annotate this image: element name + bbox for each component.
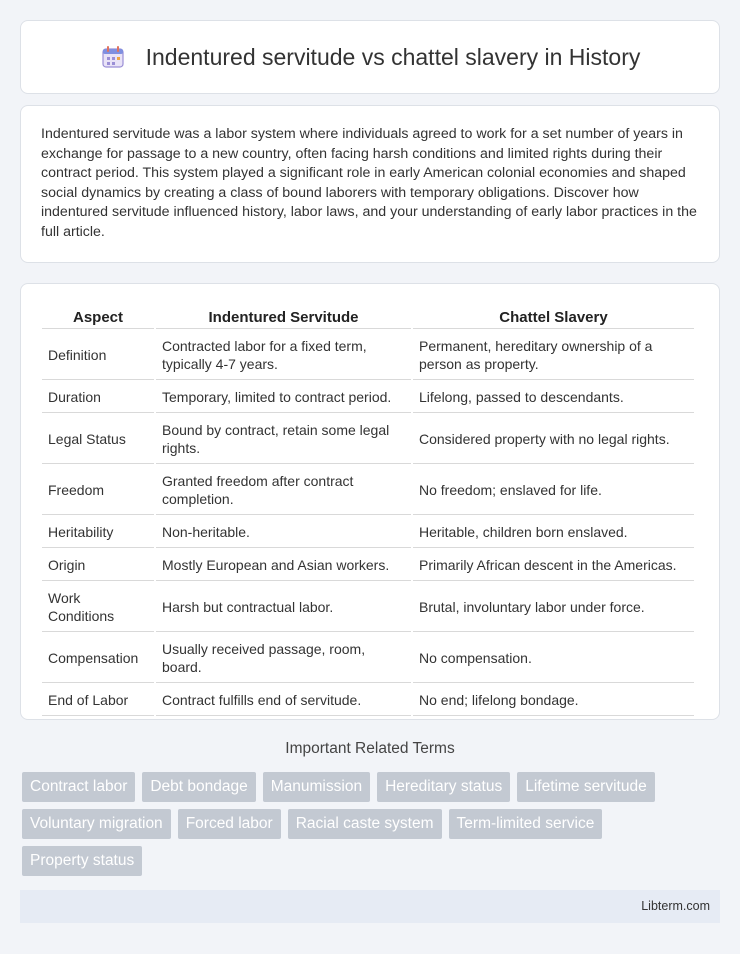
table-row [42, 634, 694, 683]
related-term-tag[interactable]: Contract labor [22, 772, 135, 802]
table-row [42, 550, 694, 581]
table-cell: Origin [42, 550, 154, 581]
table-cell: Compensation [42, 634, 154, 683]
related-term-tag[interactable]: Manumission [263, 772, 370, 802]
related-term-tag[interactable]: Forced labor [178, 809, 281, 839]
table-row [42, 583, 694, 632]
related-term-tag[interactable]: Term-limited service [449, 809, 603, 839]
table-cell: Contracted labor for a fixed term, typically 4-7 years. [156, 331, 411, 380]
table-cell: Freedom [42, 466, 154, 515]
table-header-row [42, 304, 694, 329]
table-cell: Heritability [42, 517, 154, 548]
table-cell: Mostly European and Asian workers. [156, 550, 411, 581]
intro-card [20, 105, 720, 263]
table-cell: Bound by contract, retain some legal rights. [156, 415, 411, 464]
table-row [42, 517, 694, 548]
table-cell: Lifelong, passed to descendants. [413, 382, 694, 413]
table-cell: Permanent, hereditary ownership of a person as property. [413, 331, 694, 380]
table-row [42, 466, 694, 515]
related-term-tag[interactable]: Property status [22, 846, 142, 876]
table-cell: No end; lifelong bondage. [413, 685, 694, 716]
table-cell: Considered property with no legal rights. [413, 415, 694, 464]
related-terms-list [22, 772, 722, 883]
table-cell: Granted freedom after contract completion. [156, 466, 411, 515]
table-cell: Duration [42, 382, 154, 413]
table-cell: Usually received passage, room, board. [156, 634, 411, 683]
table-cell: Brutal, involuntary labor under force. [413, 583, 694, 632]
table-row [42, 685, 694, 716]
column-header-aspect: Aspect [42, 304, 154, 329]
page-title: Indentured servitude vs chattel slavery in History [145, 43, 641, 70]
related-term-tag[interactable]: Lifetime servitude [517, 772, 654, 802]
table-cell: No freedom; enslaved for life. [413, 466, 694, 515]
related-term-tag[interactable]: Debt bondage [142, 772, 255, 802]
comparison-table [40, 302, 696, 718]
column-header-indentured: Indentured Servitude [156, 304, 411, 329]
related-terms-heading: Important Related Terms [285, 740, 455, 757]
table-cell: Work Conditions [42, 583, 154, 632]
table-cell: Temporary, limited to contract period. [156, 382, 411, 413]
related-term-tag[interactable]: Racial caste system [288, 809, 442, 839]
table-row [42, 331, 694, 380]
comparison-card [20, 283, 720, 720]
title-card [20, 20, 720, 94]
table-cell: Heritable, children born enslaved. [413, 517, 694, 548]
table-row [42, 382, 694, 413]
table-cell: Legal Status [42, 415, 154, 464]
table-cell: Non-heritable. [156, 517, 411, 548]
footer [20, 890, 720, 923]
table-cell: End of Labor [42, 685, 154, 716]
intro-paragraph: Indentured servitude was a labor system where individuals agreed to work for a set number of years in exchange for passage to a new country, often facing harsh conditions and limited rights during their contract period. This system played a significant role in early American colonial economies and shaped social dynamics by creating a class of bound laborers with temporary obligations. Discover how indentured servitude influenced history, labor laws, and your understanding of early labor practices in the full article. [41, 126, 697, 240]
table-cell: Primarily African descent in the Americas. [413, 550, 694, 581]
table-cell: Harsh but contractual labor. [156, 583, 411, 632]
footer-site-link[interactable]: Libterm.com [641, 899, 710, 913]
related-term-tag[interactable]: Hereditary status [377, 772, 510, 802]
related-term-tag[interactable]: Voluntary migration [22, 809, 171, 839]
table-cell: Contract fulfills end of servitude. [156, 685, 411, 716]
calendar-icon [100, 44, 126, 70]
table-cell: Definition [42, 331, 154, 380]
table-row [42, 415, 694, 464]
table-cell: No compensation. [413, 634, 694, 683]
column-header-chattel: Chattel Slavery [413, 304, 694, 329]
